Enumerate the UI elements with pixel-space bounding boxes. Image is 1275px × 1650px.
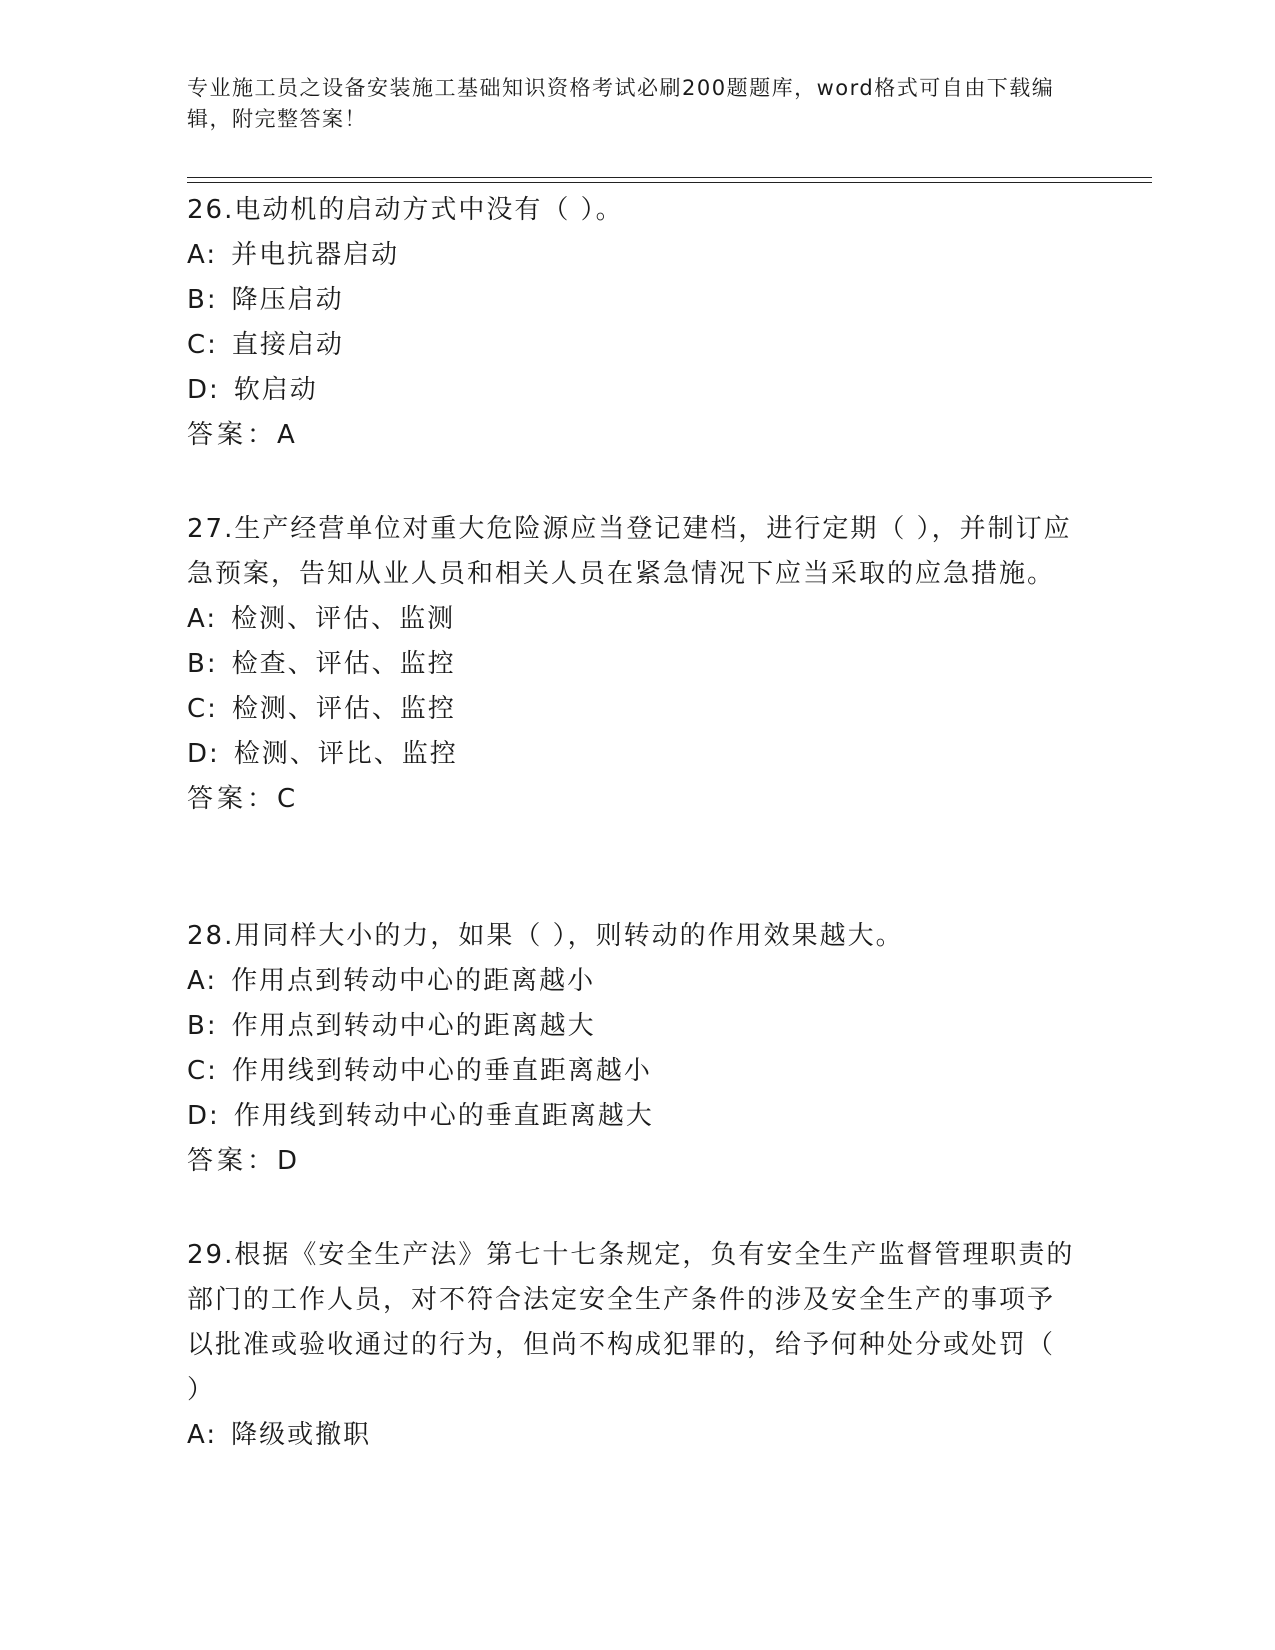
question-29 (187, 1233, 1077, 1458)
option-text: 作用点到转动中心的距离越小 (231, 966, 596, 996)
question-27 (187, 507, 1077, 822)
header-rule-top (187, 177, 1152, 178)
option-label: B: (187, 649, 218, 679)
option-c (187, 323, 1077, 368)
document-header: 专业施工员之设备安装施工基础知识资格考试必刷200题题库，word格式可自由下载编辑，附完整答案！ (187, 76, 1055, 131)
option-text: 软启动 (233, 375, 318, 405)
option-b (187, 1004, 1077, 1049)
question-stem: 28.用同样大小的力，如果（ ），则转动的作用效果越大。 (187, 921, 904, 951)
answer-value: A (277, 420, 297, 450)
option-label: D: (187, 1101, 220, 1131)
question-stem: 29.根据《安全生产法》第七十七条规定，负有安全生产监督管理职责的部门的工作人员，对不符合法定安全生产条件的涉及安全生产的事项予以批准或验收通过的行为，但尚不构成犯罪的，给予何种处分或处罚（ ） (187, 1240, 1075, 1405)
option-c (187, 687, 1077, 732)
option-text: 作用点到转动中心的距离越大 (231, 1011, 596, 1041)
option-label: A: (187, 604, 218, 634)
option-d (187, 368, 1077, 413)
option-text: 降压启动 (231, 285, 344, 315)
option-text: 检测、评估、监测 (231, 604, 456, 634)
option-label: B: (187, 1011, 218, 1041)
answer-line (187, 777, 1077, 822)
option-a (187, 597, 1077, 642)
option-d (187, 1094, 1077, 1139)
question-stem: 26.电动机的启动方式中没有（ ）。 (187, 195, 624, 225)
option-label: A: (187, 1420, 218, 1450)
option-text: 降级或撤职 (231, 1420, 372, 1450)
option-text: 直接启动 (231, 330, 344, 360)
option-label: A: (187, 966, 218, 996)
option-b (187, 642, 1077, 687)
option-label: A: (187, 240, 218, 270)
question-stem: 27.生产经营单位对重大危险源应当登记建档，进行定期（ ），并制订应急预案，告知从业人员和相关人员在紧急情况下应当采取的应急措施。 (187, 514, 1072, 589)
question-26 (187, 188, 1077, 458)
option-d (187, 732, 1077, 777)
option-text: 检测、评估、监控 (231, 694, 456, 724)
option-a (187, 959, 1077, 1004)
option-text: 作用线到转动中心的垂直距离越小 (231, 1056, 652, 1086)
option-a (187, 1413, 1077, 1458)
option-label: C: (187, 1056, 218, 1086)
header-rule-bottom (187, 182, 1152, 183)
option-label: C: (187, 330, 218, 360)
option-label: B: (187, 285, 218, 315)
option-a (187, 233, 1077, 278)
option-c (187, 1049, 1077, 1094)
answer-value: D (277, 1146, 300, 1176)
option-text: 作用线到转动中心的垂直距离越大 (233, 1101, 654, 1131)
option-label: D: (187, 375, 220, 405)
answer-label: 答案： (187, 1146, 278, 1176)
question-28 (187, 914, 1077, 1184)
answer-line (187, 1139, 1077, 1184)
option-label: C: (187, 694, 218, 724)
option-b (187, 278, 1077, 323)
option-label: D: (187, 739, 220, 769)
answer-value: C (277, 784, 298, 814)
option-text: 检查、评估、监控 (231, 649, 456, 679)
option-text: 检测、评比、监控 (233, 739, 458, 769)
answer-label: 答案： (187, 420, 278, 450)
answer-label: 答案： (187, 784, 278, 814)
option-text: 并电抗器启动 (231, 240, 400, 270)
answer-line (187, 413, 1077, 458)
